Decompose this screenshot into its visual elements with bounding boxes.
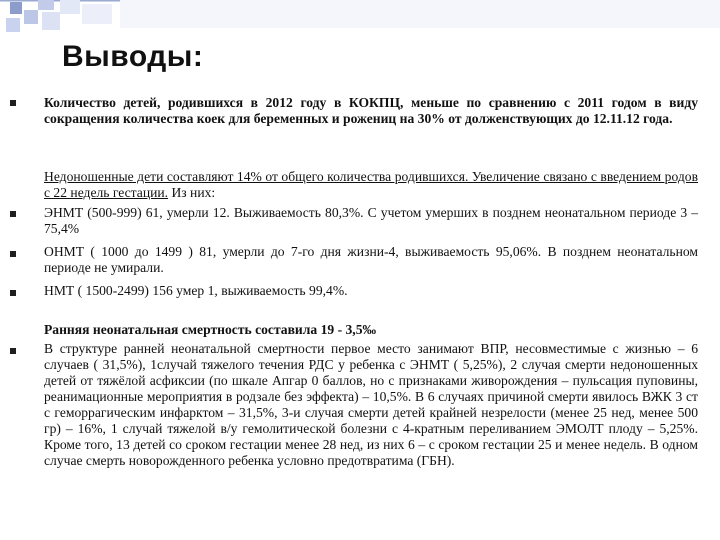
paragraph-onmt: ОНМТ ( 1000 до 1499 ) 81, умерли до 7-го дня жизни-4, выживаемость 95,06%. В позднем неонатальном периоде не умирали. xyxy=(44,244,698,275)
paragraph-birth-count: Количество детей, родившихся в 2012 году в КОКПЦ, меньше по сравнению с 2011 годом в виду сокращения количества коек для беременных и рожениц на 30% от долженствующих до 12.11.12 года. xyxy=(44,95,698,126)
bullet-square-icon xyxy=(10,211,16,217)
paragraph-nmt: НМТ ( 1500-2499) 156 умер 1, выживаемость 99,4%. xyxy=(44,283,348,298)
premature-tail-text: Из них: xyxy=(168,185,216,200)
page-title: Выводы: xyxy=(62,40,204,73)
bullet-square-icon xyxy=(10,251,16,257)
header-decoration xyxy=(0,0,720,40)
bullet-square-icon xyxy=(10,100,16,106)
paragraph-mortality-structure: В структуре ранней неонатальной смертности первое место занимают ВПР, несовместимые с жизнью – 6 случаев ( 31,5%), 1случай тяжелого течения РДС у ребенка с ЭНМТ ( 5,25%), 2 случая смерти недоношенных детей от тяжёлой асфиксии (по шкале Апгар 0 баллов, но с признаками живорождения – пульсация пуповины, реанимационные мероприятия в родзале без эффекта) – 10,5%. В 6 случаях причиной смерти явилось ВЖК 3 ст с геморрагическим инфарктом – 31,5%, 3-и случая смерти детей крайней незрелости (менее 25 нед, менее 500 гр) – 16%, 1 случай тяжелой в/у гемолитической болезни с 4-кратным переливанием ЭМОЛТ плоду – 5,25%. Кроме того, 13 детей со сроком гестации менее 28 нед, из них 6 – с сроком гестации 25 и менее недель. В одном случае смерть новорожденного ребенка условно предотвратима (ГБН). xyxy=(44,341,698,468)
bullet-square-icon xyxy=(10,348,16,354)
paragraph-premature xyxy=(44,169,698,201)
bullet-square-icon xyxy=(10,290,16,296)
premature-underlined-text: Недоношенные дети составляют 14% от общего количества родившихся. Увеличение связано с введением родов с 22 недель гестации. xyxy=(44,169,698,200)
paragraph-enmt: ЭНМТ (500-999) 61, умерли 12. Выживаемость 80,3%. С учетом умерших в позднем неонатальном периоде 3 – 75,4% xyxy=(44,205,698,236)
paragraph-early-mortality: Ранняя неонатальная смертность составила 19 - 3,5‰ xyxy=(44,322,377,337)
